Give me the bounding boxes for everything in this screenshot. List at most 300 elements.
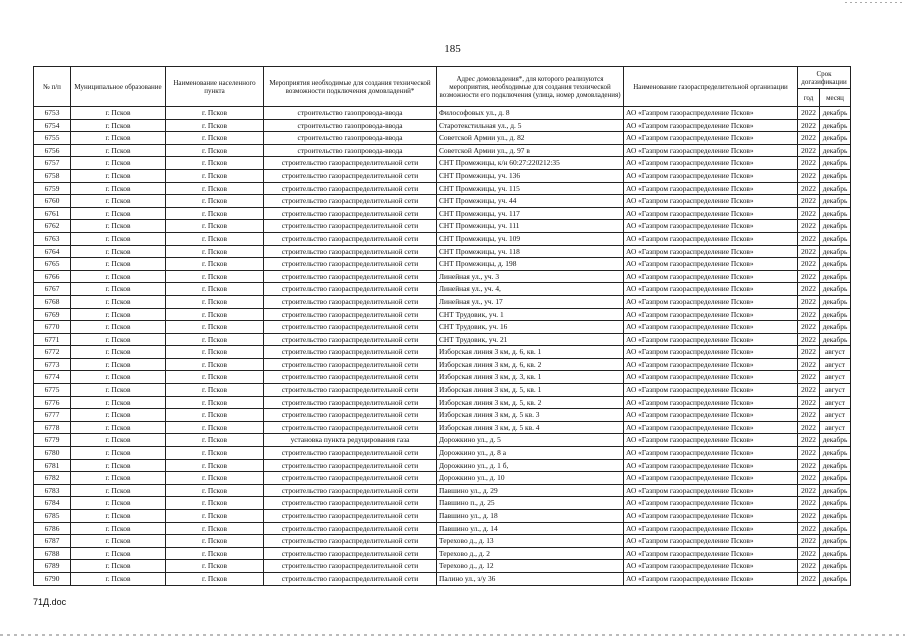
row-number: 6771 (34, 333, 71, 346)
row-address: Изборская линия 3 км, д. 5 кв. 3 (437, 409, 624, 422)
row-address: Философовых ул., д. 8 (437, 107, 624, 120)
table-row (34, 220, 851, 233)
row-address: СНТ Трудовик, уч. 21 (437, 333, 624, 346)
row-address: СНТ Трудовик, уч. 16 (437, 321, 624, 334)
row-municipality: г. Псков (71, 421, 166, 434)
row-number: 6754 (34, 119, 71, 132)
row-address: Терехово д., д. 2 (437, 547, 624, 560)
row-number: 6784 (34, 497, 71, 510)
row-municipality: г. Псков (71, 371, 166, 384)
row-municipality: г. Псков (71, 560, 166, 573)
row-municipality: г. Псков (71, 484, 166, 497)
row-year: 2022 (798, 195, 820, 208)
row-month: декабрь (820, 245, 851, 258)
row-address: Советской Армии ул., д. 97 в (437, 144, 624, 157)
row-year: 2022 (798, 409, 820, 422)
row-address: СНТ Промежицы, уч. 115 (437, 182, 624, 195)
row-address: Старотекстильная ул., д. 5 (437, 119, 624, 132)
row-address: Павшино ул., д. 29 (437, 484, 624, 497)
row-number: 6759 (34, 182, 71, 195)
row-address: СНТ Промежицы, уч. 44 (437, 195, 624, 208)
row-municipality: г. Псков (71, 522, 166, 535)
row-measure: строительство газораспределительной сети (264, 295, 437, 308)
row-organization: АО «Газпром газораспределение Псков» (624, 144, 798, 157)
row-number: 6790 (34, 572, 71, 585)
row-measure: строительство газораспределительной сети (264, 346, 437, 359)
row-month: декабрь (820, 157, 851, 170)
row-month: декабрь (820, 472, 851, 485)
row-month: декабрь (820, 182, 851, 195)
row-month: декабрь (820, 270, 851, 283)
row-address: Терехово д., д. 13 (437, 535, 624, 548)
row-year: 2022 (798, 421, 820, 434)
row-number: 6785 (34, 510, 71, 523)
table-row (34, 232, 851, 245)
row-month: декабрь (820, 283, 851, 296)
row-settlement: г. Псков (166, 245, 264, 258)
row-address: Павшино ул., д. 14 (437, 522, 624, 535)
row-month: август (820, 421, 851, 434)
row-organization: АО «Газпром газораспределение Псков» (624, 333, 798, 346)
table-row (34, 371, 851, 384)
row-municipality: г. Псков (71, 572, 166, 585)
row-address: Советской Армии ул., д. 82 (437, 132, 624, 145)
row-settlement: г. Псков (166, 270, 264, 283)
row-measure: строительство газораспределительной сети (264, 421, 437, 434)
row-year: 2022 (798, 245, 820, 258)
row-measure: строительство газораспределительной сети (264, 459, 437, 472)
row-settlement: г. Псков (166, 547, 264, 560)
row-year: 2022 (798, 346, 820, 359)
row-measure: строительство газораспределительной сети (264, 283, 437, 296)
row-number: 6757 (34, 157, 71, 170)
table-row (34, 472, 851, 485)
row-measure: строительство газораспределительной сети (264, 371, 437, 384)
row-month: декабрь (820, 308, 851, 321)
row-measure: строительство газораспределительной сети (264, 169, 437, 182)
row-month: декабрь (820, 447, 851, 460)
row-year: 2022 (798, 384, 820, 397)
row-month: декабрь (820, 510, 851, 523)
row-municipality: г. Псков (71, 434, 166, 447)
row-settlement: г. Псков (166, 182, 264, 195)
row-year: 2022 (798, 459, 820, 472)
row-measure: строительство газораспределительной сети (264, 510, 437, 523)
row-number: 6766 (34, 270, 71, 283)
row-measure: строительство газораспределительной сети (264, 245, 437, 258)
row-measure: строительство газораспределительной сети (264, 195, 437, 208)
header-number: № п/п (34, 67, 71, 107)
row-month: декабрь (820, 220, 851, 233)
row-number: 6777 (34, 409, 71, 422)
row-year: 2022 (798, 358, 820, 371)
row-number: 6772 (34, 346, 71, 359)
header-settlement: Наименование населенного пункта (166, 67, 264, 107)
row-year: 2022 (798, 510, 820, 523)
row-organization: АО «Газпром газораспределение Псков» (624, 572, 798, 585)
row-month: декабрь (820, 195, 851, 208)
row-municipality: г. Псков (71, 346, 166, 359)
row-address: СНТ Трудовик, уч. 1 (437, 308, 624, 321)
row-number: 6760 (34, 195, 71, 208)
row-month: декабрь (820, 484, 851, 497)
table-row (34, 308, 851, 321)
header-year: год (798, 89, 820, 107)
row-number: 6768 (34, 295, 71, 308)
row-month: декабрь (820, 434, 851, 447)
row-month: август (820, 371, 851, 384)
row-municipality: г. Псков (71, 547, 166, 560)
row-settlement: г. Псков (166, 472, 264, 485)
table-row (34, 535, 851, 548)
row-settlement: г. Псков (166, 295, 264, 308)
row-number: 6787 (34, 535, 71, 548)
header-month: месяц (820, 89, 851, 107)
row-month: декабрь (820, 295, 851, 308)
row-number: 6781 (34, 459, 71, 472)
row-municipality: г. Псков (71, 258, 166, 271)
row-measure: строительство газораспределительной сети (264, 182, 437, 195)
row-address: Изборская линия 3 км, д. 5 кв. 4 (437, 421, 624, 434)
row-settlement: г. Псков (166, 132, 264, 145)
row-settlement: г. Псков (166, 384, 264, 397)
row-measure: строительство газораспределительной сети (264, 472, 437, 485)
row-year: 2022 (798, 535, 820, 548)
row-municipality: г. Псков (71, 459, 166, 472)
row-address: Дорожкино ул., д. 10 (437, 472, 624, 485)
row-organization: АО «Газпром газораспределение Псков» (624, 421, 798, 434)
header-deadline: Срок догазификации (798, 67, 851, 89)
row-month: август (820, 384, 851, 397)
row-address: Изборская линия 3 км, д. 3, кв. 1 (437, 371, 624, 384)
table-row (34, 510, 851, 523)
row-measure: строительство газораспределительной сети (264, 547, 437, 560)
row-municipality: г. Псков (71, 270, 166, 283)
row-settlement: г. Псков (166, 572, 264, 585)
row-number: 6778 (34, 421, 71, 434)
row-municipality: г. Псков (71, 295, 166, 308)
row-number: 6756 (34, 144, 71, 157)
row-settlement: г. Псков (166, 119, 264, 132)
row-year: 2022 (798, 484, 820, 497)
table-body (34, 107, 851, 586)
page-number: 185 (444, 43, 461, 55)
row-settlement: г. Псков (166, 308, 264, 321)
row-settlement: г. Псков (166, 358, 264, 371)
row-municipality: г. Псков (71, 321, 166, 334)
table-row (34, 572, 851, 585)
row-month: декабрь (820, 547, 851, 560)
row-municipality: г. Псков (71, 510, 166, 523)
row-municipality: г. Псков (71, 283, 166, 296)
row-organization: АО «Газпром газораспределение Псков» (624, 510, 798, 523)
row-organization: АО «Газпром газораспределение Псков» (624, 535, 798, 548)
row-settlement: г. Псков (166, 371, 264, 384)
row-measure: строительство газораспределительной сети (264, 484, 437, 497)
row-address: Палино ул., з/у 36 (437, 572, 624, 585)
table-row (34, 321, 851, 334)
row-organization: АО «Газпром газораспределение Псков» (624, 258, 798, 271)
row-measure: строительство газораспределительной сети (264, 333, 437, 346)
row-organization: АО «Газпром газораспределение Псков» (624, 295, 798, 308)
row-year: 2022 (798, 308, 820, 321)
row-organization: АО «Газпром газораспределение Псков» (624, 409, 798, 422)
row-number: 6761 (34, 207, 71, 220)
row-year: 2022 (798, 169, 820, 182)
row-number: 6763 (34, 232, 71, 245)
row-measure: строительство газораспределительной сети (264, 409, 437, 422)
row-year: 2022 (798, 182, 820, 195)
row-settlement: г. Псков (166, 447, 264, 460)
row-organization: АО «Газпром газораспределение Псков» (624, 182, 798, 195)
row-year: 2022 (798, 107, 820, 120)
row-organization: АО «Газпром газораспределение Псков» (624, 220, 798, 233)
row-year: 2022 (798, 321, 820, 334)
row-year: 2022 (798, 572, 820, 585)
table-row (34, 295, 851, 308)
row-address: Линейная ул., уч. 3 (437, 270, 624, 283)
table-row (34, 132, 851, 145)
row-settlement: г. Псков (166, 169, 264, 182)
row-number: 6775 (34, 384, 71, 397)
row-year: 2022 (798, 119, 820, 132)
row-month: декабрь (820, 522, 851, 535)
table-row (34, 396, 851, 409)
row-number: 6786 (34, 522, 71, 535)
table-row (34, 447, 851, 460)
row-year: 2022 (798, 560, 820, 573)
row-address: Линейная ул., уч. 4, (437, 283, 624, 296)
row-measure: строительство газораспределительной сети (264, 157, 437, 170)
row-organization: АО «Газпром газораспределение Псков» (624, 270, 798, 283)
row-organization: АО «Газпром газораспределение Псков» (624, 207, 798, 220)
row-measure: строительство газораспределительной сети (264, 497, 437, 510)
table-row (34, 434, 851, 447)
row-municipality: г. Псков (71, 207, 166, 220)
row-municipality: г. Псков (71, 119, 166, 132)
row-month: август (820, 409, 851, 422)
row-organization: АО «Газпром газораспределение Псков» (624, 107, 798, 120)
file-name: 71Д.doc (33, 597, 67, 607)
row-settlement: г. Псков (166, 409, 264, 422)
row-month: декабрь (820, 535, 851, 548)
table-row (34, 207, 851, 220)
table-row (34, 333, 851, 346)
row-organization: АО «Газпром газораспределение Псков» (624, 560, 798, 573)
row-address: Павшино п., д. 25 (437, 497, 624, 510)
row-year: 2022 (798, 207, 820, 220)
row-organization: АО «Газпром газораспределение Псков» (624, 132, 798, 145)
row-measure: строительство газораспределительной сети (264, 258, 437, 271)
row-month: декабрь (820, 207, 851, 220)
row-year: 2022 (798, 472, 820, 485)
row-measure: строительство газопровода-ввода (264, 119, 437, 132)
row-organization: АО «Газпром газораспределение Псков» (624, 232, 798, 245)
row-number: 6773 (34, 358, 71, 371)
row-settlement: г. Псков (166, 346, 264, 359)
row-settlement: г. Псков (166, 459, 264, 472)
row-month: декабрь (820, 107, 851, 120)
table-row (34, 258, 851, 271)
table-row (34, 169, 851, 182)
row-year: 2022 (798, 270, 820, 283)
row-month: декабрь (820, 258, 851, 271)
row-address: СНТ Промежицы, уч. 117 (437, 207, 624, 220)
row-month: август (820, 358, 851, 371)
header-organization: Наименование газораспределительной организации (624, 67, 798, 107)
row-address: Линейная ул., уч. 17 (437, 295, 624, 308)
row-measure: строительство газораспределительной сети (264, 308, 437, 321)
table-row (34, 283, 851, 296)
row-address: Терехово д., д. 12 (437, 560, 624, 573)
row-organization: АО «Газпром газораспределение Псков» (624, 434, 798, 447)
row-municipality: г. Псков (71, 384, 166, 397)
row-address: Изборская линия 3 км, д. 6, кв. 2 (437, 358, 624, 371)
row-year: 2022 (798, 497, 820, 510)
row-municipality: г. Псков (71, 169, 166, 182)
header-municipality: Муниципальное образование (71, 67, 166, 107)
row-settlement: г. Псков (166, 484, 264, 497)
table-row (34, 270, 851, 283)
row-organization: АО «Газпром газораспределение Псков» (624, 459, 798, 472)
table-row (34, 195, 851, 208)
row-year: 2022 (798, 547, 820, 560)
table-row (34, 346, 851, 359)
table-row (34, 497, 851, 510)
row-settlement: г. Псков (166, 333, 264, 346)
row-organization: АО «Газпром газораспределение Псков» (624, 119, 798, 132)
row-number: 6770 (34, 321, 71, 334)
table-row (34, 484, 851, 497)
header-measures: Мероприятия необходимые для создания технической возможности подключения домовладений* (264, 67, 437, 107)
row-year: 2022 (798, 396, 820, 409)
row-municipality: г. Псков (71, 182, 166, 195)
row-measure: установка пункта редуцирования газа (264, 434, 437, 447)
row-year: 2022 (798, 220, 820, 233)
row-year: 2022 (798, 157, 820, 170)
row-measure: строительство газораспределительной сети (264, 384, 437, 397)
row-settlement: г. Псков (166, 497, 264, 510)
row-organization: АО «Газпром газораспределение Псков» (624, 472, 798, 485)
row-measure: строительство газораспределительной сети (264, 560, 437, 573)
row-settlement: г. Псков (166, 232, 264, 245)
row-municipality: г. Псков (71, 220, 166, 233)
row-measure: строительство газораспределительной сети (264, 522, 437, 535)
row-year: 2022 (798, 232, 820, 245)
row-settlement: г. Псков (166, 421, 264, 434)
table-row (34, 547, 851, 560)
gasification-table (33, 66, 851, 586)
row-organization: АО «Газпром газораспределение Псков» (624, 245, 798, 258)
row-organization: АО «Газпром газораспределение Псков» (624, 522, 798, 535)
row-number: 6764 (34, 245, 71, 258)
row-municipality: г. Псков (71, 333, 166, 346)
row-measure: строительство газораспределительной сети (264, 270, 437, 283)
row-address: Изборская линия 3 км, д. 6, кв. 1 (437, 346, 624, 359)
row-settlement: г. Псков (166, 144, 264, 157)
table-row (34, 358, 851, 371)
row-month: декабрь (820, 459, 851, 472)
row-address: Дорожкино ул., д. 5 (437, 434, 624, 447)
table-row (34, 157, 851, 170)
row-settlement: г. Псков (166, 522, 264, 535)
row-settlement: г. Псков (166, 195, 264, 208)
row-settlement: г. Псков (166, 535, 264, 548)
row-address: Дорожкино ул., д. 1 б, (437, 459, 624, 472)
row-organization: АО «Газпром газораспределение Псков» (624, 321, 798, 334)
row-settlement: г. Псков (166, 396, 264, 409)
row-organization: АО «Газпром газораспределение Псков» (624, 396, 798, 409)
row-year: 2022 (798, 434, 820, 447)
row-measure: строительство газораспределительной сети (264, 396, 437, 409)
row-organization: АО «Газпром газораспределение Псков» (624, 484, 798, 497)
row-year: 2022 (798, 371, 820, 384)
row-settlement: г. Псков (166, 560, 264, 573)
row-measure: строительство газопровода-ввода (264, 144, 437, 157)
row-municipality: г. Псков (71, 132, 166, 145)
header-address: Адрес домовладения*, для которого реализуются мероприятия, необходимые для создания технической возможности его подключения (улица, номер домовладения) (437, 67, 624, 107)
table-row (34, 245, 851, 258)
row-measure: строительство газораспределительной сети (264, 358, 437, 371)
table-row (34, 421, 851, 434)
row-municipality: г. Псков (71, 308, 166, 321)
row-number: 6780 (34, 447, 71, 460)
row-municipality: г. Псков (71, 157, 166, 170)
row-month: декабрь (820, 560, 851, 573)
row-organization: АО «Газпром газораспределение Псков» (624, 447, 798, 460)
table-row (34, 459, 851, 472)
row-measure: строительство газораспределительной сети (264, 535, 437, 548)
row-settlement: г. Псков (166, 434, 264, 447)
row-municipality: г. Псков (71, 232, 166, 245)
row-number: 6788 (34, 547, 71, 560)
row-month: декабрь (820, 333, 851, 346)
row-organization: АО «Газпром газораспределение Псков» (624, 371, 798, 384)
row-municipality: г. Псков (71, 447, 166, 460)
row-month: декабрь (820, 321, 851, 334)
row-municipality: г. Псков (71, 535, 166, 548)
row-organization: АО «Газпром газораспределение Псков» (624, 157, 798, 170)
table-row (34, 409, 851, 422)
row-organization: АО «Газпром газораспределение Псков» (624, 358, 798, 371)
row-municipality: г. Псков (71, 144, 166, 157)
table-row (34, 119, 851, 132)
row-settlement: г. Псков (166, 258, 264, 271)
row-month: декабрь (820, 497, 851, 510)
row-municipality: г. Псков (71, 396, 166, 409)
row-address: СНТ Промежицы, уч. 136 (437, 169, 624, 182)
row-month: декабрь (820, 169, 851, 182)
row-number: 6769 (34, 308, 71, 321)
row-address: СНТ Промежицы, уч. 109 (437, 232, 624, 245)
row-month: август (820, 396, 851, 409)
row-number: 6776 (34, 396, 71, 409)
row-year: 2022 (798, 258, 820, 271)
row-year: 2022 (798, 283, 820, 296)
table-row (34, 522, 851, 535)
row-month: август (820, 346, 851, 359)
row-organization: АО «Газпром газораспределение Псков» (624, 169, 798, 182)
row-organization: АО «Газпром газораспределение Псков» (624, 195, 798, 208)
row-organization: АО «Газпром газораспределение Псков» (624, 497, 798, 510)
row-number: 6782 (34, 472, 71, 485)
row-settlement: г. Псков (166, 283, 264, 296)
row-number: 6755 (34, 132, 71, 145)
row-number: 6774 (34, 371, 71, 384)
row-organization: АО «Газпром газораспределение Псков» (624, 283, 798, 296)
row-settlement: г. Псков (166, 220, 264, 233)
row-measure: строительство газораспределительной сети (264, 321, 437, 334)
